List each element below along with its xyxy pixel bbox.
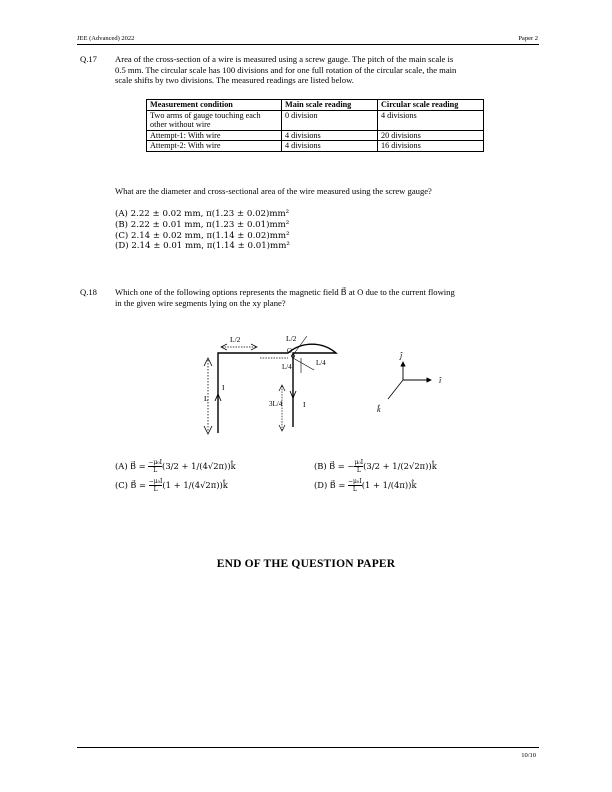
table-cell: 4 divisions bbox=[282, 141, 378, 152]
q18-option-c-den: L bbox=[153, 486, 158, 493]
q18-option-a[interactable] bbox=[115, 459, 236, 474]
table-header-cell: Main scale reading bbox=[282, 100, 378, 111]
q18-option-b-unit: k̂ bbox=[431, 461, 437, 471]
q17-option-a[interactable]: (A) 2.22 ± 0.02 mm, π(1.23 ± 0.02)mm² bbox=[115, 209, 290, 219]
q18-option-a-label: (A) B⃗ = bbox=[115, 461, 149, 471]
q17-text-line: 0.5 mm. The circular scale has 100 divisions and for one full rotation of the circular scale, the main bbox=[115, 64, 457, 75]
q18-option-a-bracket: (3/2 + 1/(4√2π)) bbox=[162, 461, 231, 471]
q18-number: Q.18 bbox=[80, 287, 97, 297]
table-cell: Attempt-2: With wire bbox=[147, 141, 282, 152]
table-row bbox=[147, 141, 484, 152]
table-cell: 20 divisions bbox=[378, 130, 484, 141]
q18-option-a-den: L bbox=[153, 467, 158, 474]
table-header-cell: Measurement condition bbox=[147, 100, 282, 111]
end-of-paper-heading: END OF THE QUESTION PAPER bbox=[216, 558, 396, 570]
axis-k-label: k̂ bbox=[377, 405, 381, 414]
table-header-row bbox=[147, 100, 484, 111]
table-row bbox=[147, 110, 484, 130]
table-cell: 4 divisions bbox=[282, 130, 378, 141]
q18-option-d-bracket: (1 + 1/(4π)) bbox=[361, 480, 412, 490]
q18-option-c-coef: −μ₀I bbox=[148, 478, 163, 485]
q18-option-b-den: L bbox=[356, 467, 361, 474]
q18-option-b-fraction bbox=[354, 459, 363, 474]
q18-option-c-label: (C) B⃗ = bbox=[115, 480, 149, 490]
table-cell: 16 divisions bbox=[378, 141, 484, 152]
q18-option-a-coef: −μ₀I bbox=[148, 459, 163, 466]
axis-k-line bbox=[388, 380, 403, 399]
label-half-l-arc: L/2 bbox=[286, 334, 297, 343]
table-header-cell: Circular scale reading bbox=[378, 100, 484, 111]
q18-option-b-bracket: (3/2 + 1/(2√2π)) bbox=[363, 461, 432, 471]
radius-line-right bbox=[293, 358, 314, 370]
q17-option-d[interactable]: (D) 2.14 ± 0.01 mm, π(1.14 ± 0.01)mm² bbox=[115, 241, 290, 252]
table-cell: Attempt-1: With wire bbox=[147, 130, 282, 141]
label-length-left: L bbox=[204, 394, 209, 403]
label-quarter-right: L/4 bbox=[316, 359, 326, 367]
label-origin: O bbox=[287, 347, 293, 355]
table-row bbox=[147, 130, 484, 141]
q18-text-line: in the given wire segments lying on the xy plane? bbox=[115, 297, 286, 308]
dim-arrow-up bbox=[204, 358, 212, 366]
q18-option-b-label: (B) B⃗ = − bbox=[314, 461, 355, 471]
q17-question: What are the diameter and cross-sectional area of the wire measured using the screw gauge? bbox=[115, 186, 432, 196]
table-cell: 4 divisions bbox=[378, 110, 484, 130]
wire-path bbox=[218, 344, 336, 433]
q18-option-c-fraction bbox=[149, 478, 163, 493]
q17-text-line: Area of the cross-section of a wire is measured using a screw gauge. The pitch of the main scale is bbox=[115, 54, 454, 64]
q18-option-b[interactable] bbox=[314, 459, 437, 474]
q17-option-b[interactable]: (B) 2.22 ± 0.01 mm, π(1.23 ± 0.01)mm² bbox=[115, 219, 290, 230]
q18-option-c-bracket: (1 + 1/(4√2π)) bbox=[162, 480, 223, 490]
label-half-l-top: L/2 bbox=[230, 335, 241, 344]
q17-number: Q.17 bbox=[80, 54, 97, 64]
q18-figure bbox=[190, 322, 460, 440]
q18-option-b-coef: μ₀I bbox=[354, 459, 364, 466]
label-current-left: I bbox=[222, 383, 225, 392]
q18-option-c-unit: k̂ bbox=[222, 480, 228, 490]
footer-rule bbox=[77, 747, 539, 748]
q17-option-c[interactable]: (C) 2.14 ± 0.02 mm, π(1.14 ± 0.02)mm² bbox=[115, 230, 290, 241]
q18-option-d[interactable] bbox=[314, 478, 417, 493]
measurement-table bbox=[146, 99, 484, 152]
footer-page-number: 10/10 bbox=[521, 752, 536, 759]
q18-option-d-fraction bbox=[348, 478, 362, 493]
q17-options bbox=[115, 209, 290, 252]
q18-option-d-label: (D) B⃗ = bbox=[314, 480, 348, 490]
q17-text bbox=[115, 54, 535, 86]
q18-option-d-coef: −μ₀I bbox=[348, 478, 362, 485]
label-current-right: I bbox=[303, 400, 306, 409]
axis-j-label: ĵ bbox=[400, 351, 403, 360]
q18-text-line: Which one of the following options represents the magnetic field B⃗ at O due to the current flowing bbox=[115, 287, 455, 297]
q18-text bbox=[115, 287, 535, 308]
q18-option-d-unit: k̂ bbox=[411, 480, 417, 490]
q18-option-a-unit: k̂ bbox=[230, 461, 236, 471]
label-three-quarter: 3L/4 bbox=[269, 400, 283, 408]
table-cell: 0 division bbox=[282, 110, 378, 130]
table-cell: Two arms of gauge touching each other without wire bbox=[147, 110, 282, 130]
header-paper-number: Paper 2 bbox=[518, 35, 538, 42]
q17-text-line: scale shifts by two divisions. The measured readings are listed below. bbox=[115, 75, 354, 86]
header-rule bbox=[77, 44, 539, 45]
q18-option-c[interactable] bbox=[115, 478, 228, 493]
axis-i-label: î bbox=[439, 376, 442, 385]
header-exam-title: JEE (Advanced) 2022 bbox=[77, 35, 135, 42]
q18-option-d-den: L bbox=[352, 486, 357, 493]
label-quarter-left: L/4 bbox=[282, 363, 292, 371]
q18-option-a-fraction bbox=[148, 459, 162, 474]
